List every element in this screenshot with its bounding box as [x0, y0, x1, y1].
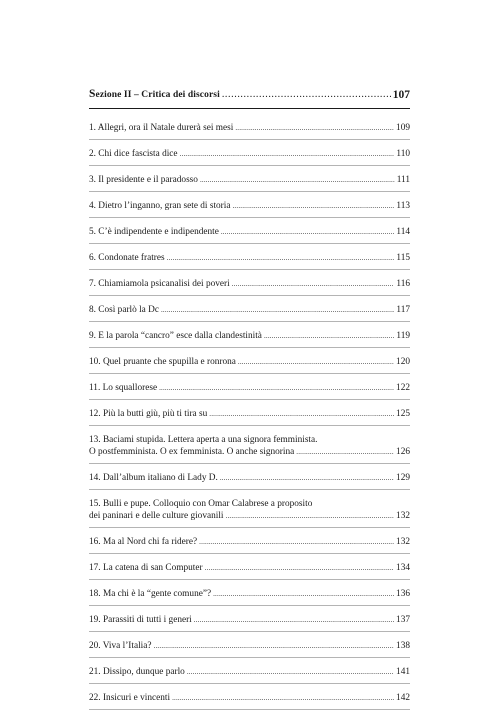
- toc-entry-title-line1: 13. Baciami stupida. Lettera aperta a una signora femminista.: [89, 435, 318, 445]
- toc-entry-page-number: 137: [396, 615, 410, 625]
- toc-entry-line: [89, 510, 410, 522]
- toc-entry-page-number: 120: [396, 357, 410, 367]
- toc-entry-line: [89, 278, 410, 290]
- toc-entry: [89, 528, 410, 554]
- toc-entry-line: [89, 200, 410, 212]
- toc-entry-list: [89, 114, 410, 710]
- leader-dots: [161, 304, 394, 316]
- toc-entry-line: [89, 472, 410, 484]
- toc-entry-title: 14. Dall’album italiano di Lady D.: [89, 473, 218, 483]
- section-heading: [89, 87, 410, 109]
- toc-entry: [89, 244, 410, 270]
- toc-entry-title: 11. Lo squallorese: [89, 383, 158, 393]
- toc-entry-title: 6. Condonate fratres: [89, 253, 165, 263]
- toc-entry-page-number: 129: [396, 473, 410, 483]
- toc-entry-page-number: 136: [396, 589, 410, 599]
- leader-dots: [296, 446, 394, 458]
- leader-dots: [209, 408, 394, 420]
- toc-entry-page-number: 119: [396, 331, 410, 341]
- toc-entry-page-number: 109: [396, 123, 410, 133]
- leader-dots: [226, 510, 395, 522]
- toc-entry-page-number: 113: [396, 201, 410, 211]
- toc-entry: [89, 632, 410, 658]
- toc-entry: [89, 348, 410, 374]
- toc-entry-page-number: 142: [396, 693, 410, 703]
- toc-entry-line: [89, 588, 410, 600]
- toc-entry: [89, 322, 410, 348]
- toc-entry: [89, 684, 410, 710]
- leader-dots: [172, 692, 394, 704]
- toc-entry-title: 2. Chi dice fascista dice: [89, 149, 178, 159]
- toc-entry-line: [89, 614, 410, 626]
- toc-entry-title: 10. Quel pruante che spupilla e ronrona: [89, 357, 236, 367]
- toc-entry-page-number: 132: [396, 511, 410, 521]
- toc-entry: [89, 270, 410, 296]
- leader-dots: [213, 588, 394, 600]
- toc-entry-title: 4. Dietro l’inganno, gran sete di storia: [89, 201, 231, 211]
- toc-entry-title: 7. Chiamiamola psicanalisi dei poveri: [89, 279, 230, 289]
- toc-entry-line: [89, 666, 410, 678]
- toc-entry-page-number: 125: [396, 409, 410, 419]
- leader-dots: [232, 278, 395, 290]
- leader-dots: [199, 536, 394, 548]
- toc-entry-title: 17. La catena di san Computer: [89, 563, 203, 573]
- toc-entry-line: [89, 408, 410, 420]
- toc-entry: [89, 296, 410, 322]
- toc-entry: [89, 140, 410, 166]
- section-title-part: ezione II – C: [95, 90, 149, 100]
- toc-entry: [89, 114, 410, 140]
- toc-entry: [89, 374, 410, 400]
- toc-entry-title-line1: 15. Bulli e pupe. Colloquio con Omar Calabrese a proposito: [89, 499, 313, 509]
- leader-dots: [194, 614, 394, 626]
- toc-entry-page-number: 117: [396, 305, 410, 315]
- toc-entry-title: 22. Insicuri e vincenti: [89, 693, 171, 703]
- toc-entry-line: [89, 304, 410, 316]
- toc-entry-page-number: 114: [396, 227, 410, 237]
- toc-entry-title: 8. Così parlò la Dc: [89, 305, 159, 315]
- toc-entry: [89, 580, 410, 606]
- toc-entry-line: [89, 252, 410, 264]
- toc-entry-line: [89, 226, 410, 238]
- toc-entry-title: 9. E la parola “cancro” esce dalla clandestinità: [89, 331, 262, 341]
- toc-entry: [89, 218, 410, 244]
- toc-entry-title: 16. Ma al Nord chi fa ridere?: [89, 537, 198, 547]
- toc-entry-title: 1. Allegri, ora il Natale durerà sei mesi: [89, 123, 234, 133]
- toc-entry-page-number: 134: [396, 563, 410, 573]
- leader-dots: [159, 382, 394, 394]
- leader-dots: [238, 356, 394, 368]
- toc-entry-line: [89, 640, 410, 652]
- section-title: [89, 87, 220, 102]
- toc-entry: [89, 192, 410, 218]
- section-page-number: 107: [392, 89, 410, 101]
- leader-dots: [221, 226, 395, 238]
- toc-entry-line: [89, 446, 410, 458]
- section-title-lead: S: [89, 88, 96, 100]
- toc-entry-line: [89, 692, 410, 704]
- toc-entry-page-number: 138: [396, 641, 410, 651]
- leader-dots: [205, 562, 394, 574]
- leader-dots: [264, 330, 394, 342]
- toc-entry-line: [89, 174, 410, 186]
- toc-entry-title: 5. C’è indipendente e indipendente: [89, 227, 219, 237]
- leader-dots: [235, 122, 394, 134]
- toc-entry-line: [89, 356, 410, 368]
- leader-dots: [220, 472, 394, 484]
- toc-entry-title: 12. Più la butti giù, più ti tira su: [89, 409, 208, 419]
- toc-entry-title: 21. Dissipo, dunque parlo: [89, 667, 185, 677]
- toc-entry: [89, 400, 410, 426]
- toc-entry: [89, 606, 410, 632]
- toc-entry-page-number: 132: [396, 537, 410, 547]
- toc-entry-page-number: 111: [396, 175, 410, 185]
- leader-dots: [167, 252, 395, 264]
- toc-entry-page-number: 126: [396, 447, 410, 457]
- leader-dots: [200, 174, 395, 186]
- toc-entry-line: [89, 536, 410, 548]
- leader-dots: [187, 666, 394, 678]
- leader-dots: [222, 88, 391, 102]
- toc-entry-page-number: 110: [396, 149, 410, 159]
- toc-entry-line: [89, 382, 410, 394]
- toc-entry: [89, 464, 410, 490]
- toc-entry-title: 18. Ma chi è la “gente comune”?: [89, 589, 212, 599]
- toc-entry-line: [89, 330, 410, 342]
- toc-entry-title: O postfemminista. O ex femminista. O anche signorina: [89, 447, 295, 457]
- toc-entry-page-number: 122: [396, 383, 410, 393]
- toc-entry-line: [89, 562, 410, 574]
- toc-entry: [89, 554, 410, 580]
- toc-entry-page-number: 116: [396, 279, 410, 289]
- toc-entry-title: 20. Viva l’Italia?: [89, 641, 152, 651]
- leader-dots: [180, 148, 395, 160]
- toc-entry-title: dei paninari e delle culture giovanili: [89, 511, 224, 521]
- toc-entry: [89, 490, 410, 528]
- toc-entry-page-number: 115: [396, 253, 410, 263]
- toc-entry-line: [89, 148, 410, 160]
- toc-entry-page-number: 141: [396, 667, 410, 677]
- toc-entry: [89, 426, 410, 464]
- toc-entry-title: 19. Parassiti di tutti i generi: [89, 615, 192, 625]
- toc-entry-title: 3. Il presidente e il paradosso: [89, 175, 198, 185]
- leader-dots: [232, 200, 394, 212]
- toc-entry-line: [89, 122, 410, 134]
- section-title-part-2: ritica dei discorsi: [148, 90, 220, 100]
- toc-entry: [89, 658, 410, 684]
- leader-dots: [154, 640, 395, 652]
- table-of-contents: [89, 87, 410, 710]
- toc-entry: [89, 166, 410, 192]
